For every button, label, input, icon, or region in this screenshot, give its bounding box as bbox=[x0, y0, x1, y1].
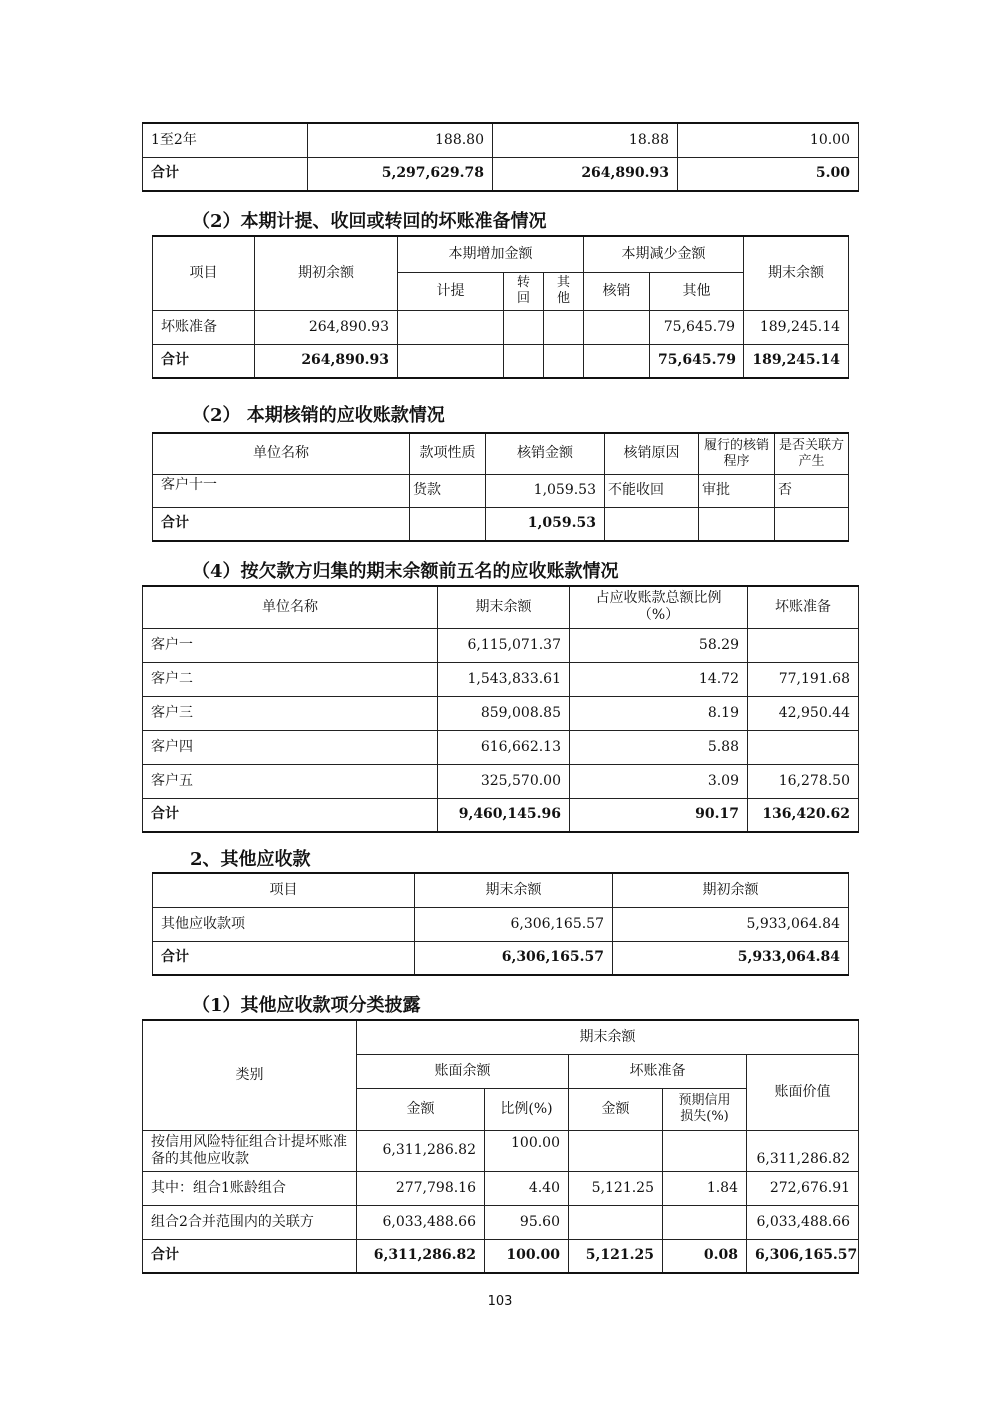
cell-item: 合计 bbox=[153, 344, 255, 378]
cell-closing: 1,543,833.61 bbox=[438, 662, 570, 696]
table-row bbox=[143, 1239, 859, 1273]
cell-transfer bbox=[504, 310, 544, 344]
cell-company: 合计 bbox=[143, 798, 438, 832]
table-row bbox=[143, 628, 859, 662]
table-row bbox=[153, 310, 849, 344]
col-writeoff: 核销 bbox=[584, 272, 650, 310]
table-row bbox=[143, 730, 859, 764]
cell-closing: 859,008.85 bbox=[438, 696, 570, 730]
col-company: 单位名称 bbox=[143, 586, 438, 628]
aging-total-bad-debt: 264,890.93 bbox=[493, 157, 678, 191]
table-row bbox=[143, 764, 859, 798]
cell-expected-loss: 0.08 bbox=[663, 1239, 747, 1273]
cell-bad-debt: 136,420.62 bbox=[748, 798, 859, 832]
col-increase: 本期增加金额 bbox=[398, 236, 584, 272]
aging-bad-debt: 18.88 bbox=[493, 123, 678, 157]
class-heading: （1）其他应收款项分类披露 bbox=[192, 995, 421, 1016]
cell-opening: 5,933,064.84 bbox=[613, 907, 849, 941]
other-table bbox=[152, 872, 849, 976]
col-bad-debt: 坏账准备 bbox=[569, 1054, 747, 1088]
page-number: 103 bbox=[487, 1294, 513, 1309]
aging-ratio: 10.00 bbox=[678, 123, 859, 157]
cell-amount: 1,059.53 bbox=[486, 474, 605, 507]
cell-company: 客户二 bbox=[143, 662, 438, 696]
cell-book-value: 6,306,165.57 bbox=[747, 1239, 859, 1273]
bad-debt-heading: （2）本期计提、收回或转回的坏账准备情况 bbox=[192, 211, 547, 232]
table-row bbox=[153, 941, 849, 975]
cell-other-dec: 75,645.79 bbox=[650, 310, 744, 344]
cell-opening: 264,890.93 bbox=[255, 310, 398, 344]
aging-total-ratio: 5.00 bbox=[678, 157, 859, 191]
cell-expected-loss bbox=[663, 1130, 747, 1171]
cell-item: 其他应收款项 bbox=[153, 907, 415, 941]
cell-book-value: 272,676.91 bbox=[747, 1171, 859, 1205]
cell-company: 合计 bbox=[153, 507, 410, 541]
cell-closing: 6,115,071.37 bbox=[438, 628, 570, 662]
col-other-inc: 其 他 bbox=[544, 272, 584, 310]
cell-share: 14.72 bbox=[570, 662, 748, 696]
col-item: 项目 bbox=[153, 873, 415, 907]
col-opening: 期初余额 bbox=[613, 873, 849, 907]
col-item: 项目 bbox=[153, 236, 255, 310]
writeoff-table bbox=[152, 432, 849, 542]
col-ratio: 比例(%) bbox=[485, 1088, 569, 1130]
table-row bbox=[143, 1130, 859, 1171]
cell-ratio: 100.00 bbox=[485, 1130, 569, 1171]
cell-share: 5.88 bbox=[570, 730, 748, 764]
table-row bbox=[153, 344, 849, 378]
col-category: 类别 bbox=[143, 1020, 357, 1130]
cell-closing: 189,245.14 bbox=[744, 310, 849, 344]
cell-bd-amount: 5,121.25 bbox=[569, 1171, 663, 1205]
col-decrease: 本期减少金额 bbox=[584, 236, 744, 272]
col-closing: 期末余额 bbox=[438, 586, 570, 628]
col-bad-debt: 坏账准备 bbox=[748, 586, 859, 628]
bad-debt-table bbox=[152, 235, 849, 379]
col-amount: 核销金额 bbox=[486, 433, 605, 474]
cell-bad-debt: 42,950.44 bbox=[748, 696, 859, 730]
cell-company: 客户三 bbox=[143, 696, 438, 730]
col-closing: 期末余额 bbox=[415, 873, 613, 907]
cell-related bbox=[775, 507, 849, 541]
cell-procedure: 审批 bbox=[699, 474, 775, 507]
col-accrual: 计提 bbox=[398, 272, 504, 310]
class-table bbox=[142, 1019, 859, 1274]
cell-category: 按信用风险特征组合计提坏账准备的其他应收款 bbox=[143, 1130, 357, 1171]
cell-reason: 不能收回 bbox=[605, 474, 699, 507]
cell-other-inc bbox=[544, 344, 584, 378]
cell-closing: 189,245.14 bbox=[744, 344, 849, 378]
cell-accrual bbox=[398, 344, 504, 378]
cell-transfer bbox=[504, 344, 544, 378]
col-expected-loss: 预期信用损失(%) bbox=[663, 1088, 747, 1130]
cell-company: 客户十一 bbox=[153, 474, 410, 507]
table-row bbox=[143, 157, 859, 191]
cell-bad-debt bbox=[748, 628, 859, 662]
col-opening: 期初余额 bbox=[255, 236, 398, 310]
cell-closing: 9,460,145.96 bbox=[438, 798, 570, 832]
col-nature: 款项性质 bbox=[410, 433, 486, 474]
table-row bbox=[143, 662, 859, 696]
aging-total-label: 合计 bbox=[143, 157, 308, 191]
cell-amount: 277,798.16 bbox=[357, 1171, 485, 1205]
col-amount: 金额 bbox=[357, 1088, 485, 1130]
cell-amount: 1,059.53 bbox=[486, 507, 605, 541]
col-related: 是否关联方产生 bbox=[775, 433, 849, 474]
col-company: 单位名称 bbox=[153, 433, 410, 474]
cell-company: 客户四 bbox=[143, 730, 438, 764]
col-book-value: 账面价值 bbox=[747, 1054, 859, 1130]
table-row bbox=[143, 123, 859, 157]
aging-total-balance: 5,297,629.78 bbox=[308, 157, 493, 191]
cell-bad-debt bbox=[748, 730, 859, 764]
cell-procedure bbox=[699, 507, 775, 541]
cell-book-value: 6,033,488.66 bbox=[747, 1205, 859, 1239]
writeoff-heading: （2） 本期核销的应收账款情况 bbox=[192, 405, 445, 426]
cell-share: 8.19 bbox=[570, 696, 748, 730]
table-row bbox=[153, 507, 849, 541]
cell-writeoff bbox=[584, 344, 650, 378]
cell-reason bbox=[605, 507, 699, 541]
cell-company: 客户五 bbox=[143, 764, 438, 798]
table-row bbox=[153, 474, 849, 507]
cell-closing: 325,570.00 bbox=[438, 764, 570, 798]
cell-amount: 6,311,286.82 bbox=[357, 1130, 485, 1171]
cell-accrual bbox=[398, 310, 504, 344]
table-row bbox=[143, 1205, 859, 1239]
cell-other-dec: 75,645.79 bbox=[650, 344, 744, 378]
cell-opening: 264,890.93 bbox=[255, 344, 398, 378]
top5-table bbox=[142, 585, 859, 833]
aging-table bbox=[142, 122, 859, 192]
col-share: 占应收账款总额比例（%） bbox=[570, 586, 748, 628]
cell-closing: 6,306,165.57 bbox=[415, 907, 613, 941]
cell-bad-debt: 77,191.68 bbox=[748, 662, 859, 696]
cell-share: 58.29 bbox=[570, 628, 748, 662]
table-row bbox=[153, 907, 849, 941]
cell-bd-amount: 5,121.25 bbox=[569, 1239, 663, 1273]
col-transfer: 转 回 bbox=[504, 272, 544, 310]
cell-share: 90.17 bbox=[570, 798, 748, 832]
cell-category: 合计 bbox=[143, 1239, 357, 1273]
cell-company: 客户一 bbox=[143, 628, 438, 662]
cell-expected-loss: 1.84 bbox=[663, 1171, 747, 1205]
col-closing: 期末余额 bbox=[744, 236, 849, 310]
cell-amount: 6,033,488.66 bbox=[357, 1205, 485, 1239]
cell-related: 否 bbox=[775, 474, 849, 507]
cell-closing: 6,306,165.57 bbox=[415, 941, 613, 975]
other-heading: 2、其他应收款 bbox=[190, 849, 311, 870]
cell-bad-debt: 16,278.50 bbox=[748, 764, 859, 798]
col-closing: 期末余额 bbox=[357, 1020, 859, 1054]
top5-heading: （4）按欠款方归集的期末余额前五名的应收账款情况 bbox=[192, 561, 619, 582]
cell-category: 其中：组合1账龄组合 bbox=[143, 1171, 357, 1205]
cell-book-value: 6,311,286.82 bbox=[747, 1130, 859, 1171]
cell-category: 组合2合并范围内的关联方 bbox=[143, 1205, 357, 1239]
cell-bd-amount bbox=[569, 1205, 663, 1239]
cell-writeoff bbox=[584, 310, 650, 344]
col-procedure: 履行的核销程序 bbox=[699, 433, 775, 474]
cell-opening: 5,933,064.84 bbox=[613, 941, 849, 975]
cell-other-inc bbox=[544, 310, 584, 344]
cell-item: 坏账准备 bbox=[153, 310, 255, 344]
cell-closing: 616,662.13 bbox=[438, 730, 570, 764]
col-reason: 核销原因 bbox=[605, 433, 699, 474]
table-row bbox=[143, 1171, 859, 1205]
cell-expected-loss bbox=[663, 1205, 747, 1239]
cell-ratio: 100.00 bbox=[485, 1239, 569, 1273]
cell-nature bbox=[410, 507, 486, 541]
col-other-dec: 其他 bbox=[650, 272, 744, 310]
aging-balance: 188.80 bbox=[308, 123, 493, 157]
col-book-balance: 账面余额 bbox=[357, 1054, 569, 1088]
table-row bbox=[143, 696, 859, 730]
cell-ratio: 95.60 bbox=[485, 1205, 569, 1239]
cell-ratio: 4.40 bbox=[485, 1171, 569, 1205]
cell-nature: 货款 bbox=[410, 474, 486, 507]
table-row bbox=[143, 798, 859, 832]
cell-item: 合计 bbox=[153, 941, 415, 975]
cell-share: 3.09 bbox=[570, 764, 748, 798]
cell-amount: 6,311,286.82 bbox=[357, 1239, 485, 1273]
col-bd-amount: 金额 bbox=[569, 1088, 663, 1130]
cell-bd-amount bbox=[569, 1130, 663, 1171]
aging-label: 1至2年 bbox=[143, 123, 308, 157]
